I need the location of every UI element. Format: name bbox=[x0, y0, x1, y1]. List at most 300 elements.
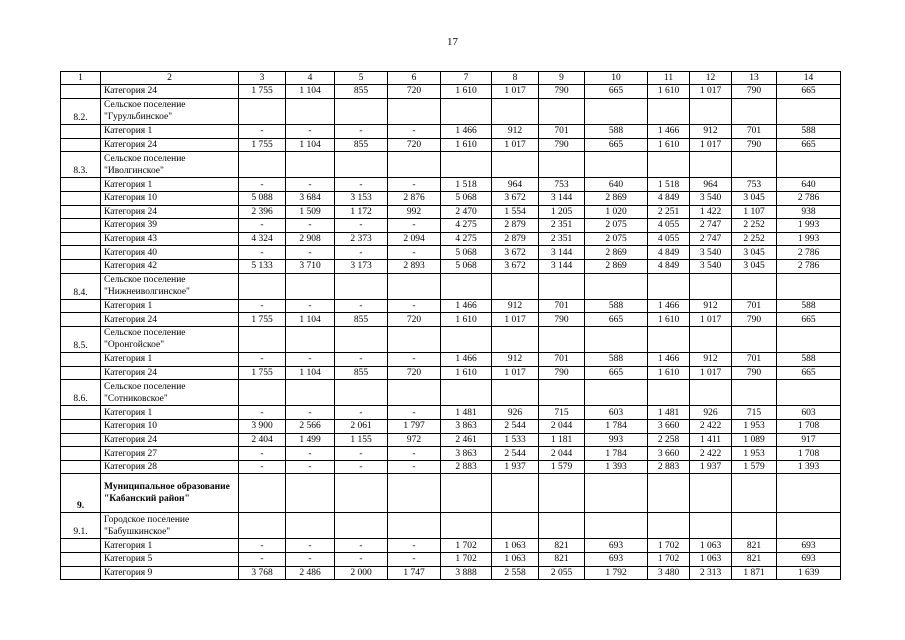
value-cell: 855 bbox=[335, 138, 388, 152]
table-row bbox=[61, 433, 841, 447]
value-cell: 3 144 bbox=[539, 246, 585, 260]
value-cell: 588 bbox=[777, 353, 841, 367]
row-name: Категория 5 bbox=[101, 552, 239, 566]
header-cell: 2 bbox=[101, 72, 239, 85]
value-cell bbox=[335, 98, 388, 124]
value-cell: - bbox=[286, 552, 335, 566]
value-cell bbox=[388, 474, 441, 513]
table-row bbox=[61, 313, 841, 327]
value-cell: 1 104 bbox=[286, 313, 335, 327]
value-cell: 790 bbox=[539, 85, 585, 99]
value-cell: 1 499 bbox=[286, 433, 335, 447]
value-cell: 1 610 bbox=[441, 85, 492, 99]
value-cell: 1 797 bbox=[388, 420, 441, 434]
value-cell: - bbox=[239, 246, 286, 260]
value-cell bbox=[239, 98, 286, 124]
value-cell: 4 055 bbox=[648, 232, 690, 246]
value-cell: 701 bbox=[732, 124, 777, 138]
row-number bbox=[61, 539, 101, 553]
row-number bbox=[61, 406, 101, 420]
table-row bbox=[61, 552, 841, 566]
value-cell: - bbox=[335, 299, 388, 313]
value-cell bbox=[690, 98, 732, 124]
value-cell: 3 540 bbox=[690, 246, 732, 260]
value-cell bbox=[286, 98, 335, 124]
value-cell bbox=[441, 380, 492, 406]
row-name: Категория 1 bbox=[101, 539, 239, 553]
value-cell bbox=[777, 98, 841, 124]
value-cell: - bbox=[388, 124, 441, 138]
value-cell: 1 466 bbox=[648, 299, 690, 313]
value-cell: 701 bbox=[732, 353, 777, 367]
value-cell: - bbox=[239, 460, 286, 474]
row-number bbox=[61, 460, 101, 474]
value-cell: 790 bbox=[732, 366, 777, 380]
value-cell bbox=[539, 326, 585, 352]
value-cell: 1 610 bbox=[648, 366, 690, 380]
value-cell: 1 422 bbox=[690, 205, 732, 219]
value-cell: 912 bbox=[492, 124, 539, 138]
value-cell: - bbox=[286, 460, 335, 474]
row-number bbox=[61, 313, 101, 327]
value-cell: 2 075 bbox=[585, 219, 648, 233]
value-cell: 603 bbox=[777, 406, 841, 420]
value-cell: 665 bbox=[585, 366, 648, 380]
value-cell: 2 470 bbox=[441, 205, 492, 219]
value-cell: 1 393 bbox=[777, 460, 841, 474]
value-cell: 1 755 bbox=[239, 313, 286, 327]
value-cell: 3 863 bbox=[441, 447, 492, 461]
value-cell: 1 155 bbox=[335, 433, 388, 447]
table-row bbox=[61, 246, 841, 260]
value-cell: 2 786 bbox=[777, 246, 841, 260]
value-cell: 2 869 bbox=[585, 246, 648, 260]
value-cell: 720 bbox=[388, 85, 441, 99]
value-cell: 1 017 bbox=[492, 138, 539, 152]
value-cell: 1 466 bbox=[441, 299, 492, 313]
value-cell: 2 422 bbox=[690, 420, 732, 434]
value-cell: 3 863 bbox=[441, 420, 492, 434]
value-cell: - bbox=[286, 299, 335, 313]
value-cell: 3 672 bbox=[492, 246, 539, 260]
row-name: Категория 1 bbox=[101, 353, 239, 367]
value-cell: 2 747 bbox=[690, 232, 732, 246]
header-cell: 5 bbox=[335, 72, 388, 85]
value-cell: 4 849 bbox=[648, 191, 690, 205]
value-cell: 2 396 bbox=[239, 205, 286, 219]
value-cell: 3 684 bbox=[286, 191, 335, 205]
value-cell bbox=[690, 152, 732, 178]
value-cell: 1 104 bbox=[286, 366, 335, 380]
value-cell: - bbox=[388, 178, 441, 192]
value-cell: 855 bbox=[335, 85, 388, 99]
value-cell: 964 bbox=[492, 178, 539, 192]
value-cell: 1 466 bbox=[441, 124, 492, 138]
value-cell: 1 755 bbox=[239, 366, 286, 380]
value-cell: 1 466 bbox=[441, 353, 492, 367]
value-cell: 2 061 bbox=[335, 420, 388, 434]
value-cell: - bbox=[335, 447, 388, 461]
value-cell: 2 558 bbox=[492, 566, 539, 580]
value-cell: 3 710 bbox=[286, 259, 335, 273]
value-cell: 1 017 bbox=[690, 313, 732, 327]
value-cell bbox=[539, 152, 585, 178]
value-cell: 1 063 bbox=[690, 552, 732, 566]
value-cell: 588 bbox=[777, 124, 841, 138]
value-cell: 1 702 bbox=[648, 539, 690, 553]
value-cell bbox=[648, 273, 690, 299]
value-cell bbox=[777, 273, 841, 299]
value-cell: 1 393 bbox=[585, 460, 648, 474]
value-cell bbox=[492, 326, 539, 352]
row-number bbox=[61, 299, 101, 313]
value-cell: - bbox=[286, 178, 335, 192]
value-cell bbox=[441, 326, 492, 352]
value-cell: 3 672 bbox=[492, 259, 539, 273]
value-cell bbox=[239, 513, 286, 539]
value-cell: 2 908 bbox=[286, 232, 335, 246]
value-cell: 1 784 bbox=[585, 420, 648, 434]
value-cell bbox=[539, 380, 585, 406]
value-cell: 1 481 bbox=[648, 406, 690, 420]
value-cell: 1 937 bbox=[690, 460, 732, 474]
value-cell bbox=[388, 98, 441, 124]
value-cell: 1 063 bbox=[690, 539, 732, 553]
row-name: Категория 1 bbox=[101, 406, 239, 420]
row-name: Сельское поселение "Сотниковское" bbox=[101, 380, 239, 406]
value-cell: 4 055 bbox=[648, 219, 690, 233]
value-cell bbox=[732, 152, 777, 178]
row-number: 8.4. bbox=[61, 273, 101, 299]
value-cell: 1 579 bbox=[539, 460, 585, 474]
value-cell bbox=[648, 380, 690, 406]
row-name: Категория 9 bbox=[101, 566, 239, 580]
value-cell bbox=[690, 380, 732, 406]
value-cell: 2 566 bbox=[286, 420, 335, 434]
value-cell: - bbox=[286, 447, 335, 461]
value-cell bbox=[690, 273, 732, 299]
section-row bbox=[61, 380, 841, 406]
value-cell: 912 bbox=[690, 299, 732, 313]
value-cell: 701 bbox=[539, 353, 585, 367]
value-cell: - bbox=[335, 246, 388, 260]
value-cell: 4 849 bbox=[648, 259, 690, 273]
row-number bbox=[61, 353, 101, 367]
row-number bbox=[61, 420, 101, 434]
value-cell: 588 bbox=[777, 299, 841, 313]
value-cell: 964 bbox=[690, 178, 732, 192]
value-cell bbox=[239, 474, 286, 513]
value-cell: 1 554 bbox=[492, 205, 539, 219]
row-name: Сельское поселение "Оронгойское" bbox=[101, 326, 239, 352]
value-cell: 665 bbox=[585, 138, 648, 152]
table-body bbox=[61, 72, 841, 580]
value-cell: 790 bbox=[732, 313, 777, 327]
value-cell: 4 275 bbox=[441, 219, 492, 233]
header-cell: 13 bbox=[732, 72, 777, 85]
value-cell bbox=[335, 152, 388, 178]
value-cell: 912 bbox=[690, 124, 732, 138]
section-row bbox=[61, 513, 841, 539]
table-row bbox=[61, 539, 841, 553]
value-cell: 640 bbox=[777, 178, 841, 192]
value-cell: 701 bbox=[539, 299, 585, 313]
value-cell bbox=[335, 513, 388, 539]
header-cell: 4 bbox=[286, 72, 335, 85]
value-cell: - bbox=[388, 552, 441, 566]
value-cell: 790 bbox=[732, 85, 777, 99]
value-cell: - bbox=[388, 460, 441, 474]
row-name: Категория 1 bbox=[101, 299, 239, 313]
value-cell: 753 bbox=[732, 178, 777, 192]
value-cell: 2 869 bbox=[585, 191, 648, 205]
row-number: 8.6. bbox=[61, 380, 101, 406]
value-cell: 3 144 bbox=[539, 259, 585, 273]
value-cell: 917 bbox=[777, 433, 841, 447]
value-cell: 2 404 bbox=[239, 433, 286, 447]
table-row bbox=[61, 566, 841, 580]
value-cell: - bbox=[335, 406, 388, 420]
value-cell bbox=[335, 326, 388, 352]
value-cell: 665 bbox=[777, 138, 841, 152]
row-name: Сельское поселение "Иволгинское" bbox=[101, 152, 239, 178]
value-cell: 2 258 bbox=[648, 433, 690, 447]
value-cell: 972 bbox=[388, 433, 441, 447]
table-row bbox=[61, 299, 841, 313]
value-cell: 3 768 bbox=[239, 566, 286, 580]
value-cell: 693 bbox=[585, 552, 648, 566]
row-number bbox=[61, 246, 101, 260]
value-cell: 855 bbox=[335, 313, 388, 327]
table-row bbox=[61, 178, 841, 192]
value-cell bbox=[732, 474, 777, 513]
value-cell bbox=[441, 152, 492, 178]
value-cell: - bbox=[335, 353, 388, 367]
value-cell: 3 045 bbox=[732, 191, 777, 205]
value-cell: 1 579 bbox=[732, 460, 777, 474]
value-cell: 3 144 bbox=[539, 191, 585, 205]
value-cell: 1 610 bbox=[648, 313, 690, 327]
value-cell: 1 792 bbox=[585, 566, 648, 580]
value-cell: 2 000 bbox=[335, 566, 388, 580]
row-number: 8.2. bbox=[61, 98, 101, 124]
value-cell: 1 708 bbox=[777, 420, 841, 434]
header-cell: 9 bbox=[539, 72, 585, 85]
value-cell: - bbox=[239, 219, 286, 233]
value-cell: - bbox=[286, 406, 335, 420]
row-number bbox=[61, 191, 101, 205]
value-cell bbox=[492, 152, 539, 178]
value-cell: - bbox=[239, 552, 286, 566]
value-cell: 1 181 bbox=[539, 433, 585, 447]
value-cell: 2 252 bbox=[732, 232, 777, 246]
value-cell: 5 068 bbox=[441, 246, 492, 260]
value-cell bbox=[539, 98, 585, 124]
value-cell bbox=[441, 98, 492, 124]
value-cell bbox=[648, 513, 690, 539]
row-name: Категория 24 bbox=[101, 138, 239, 152]
value-cell: - bbox=[388, 219, 441, 233]
section-row bbox=[61, 273, 841, 299]
value-cell: 3 660 bbox=[648, 420, 690, 434]
row-name: Городское поселение "Бабушкинское" bbox=[101, 513, 239, 539]
value-cell: 1 639 bbox=[777, 566, 841, 580]
value-cell: 3 672 bbox=[492, 191, 539, 205]
value-cell: 2 486 bbox=[286, 566, 335, 580]
value-cell bbox=[690, 326, 732, 352]
section-row bbox=[61, 474, 841, 513]
value-cell: - bbox=[239, 406, 286, 420]
value-cell: 912 bbox=[690, 353, 732, 367]
value-cell: 1 104 bbox=[286, 138, 335, 152]
value-cell bbox=[732, 273, 777, 299]
value-cell: 665 bbox=[777, 313, 841, 327]
value-cell: 992 bbox=[388, 205, 441, 219]
value-cell bbox=[690, 513, 732, 539]
value-cell: 1 017 bbox=[690, 366, 732, 380]
row-number: 9.1. bbox=[61, 513, 101, 539]
value-cell bbox=[388, 380, 441, 406]
value-cell bbox=[777, 474, 841, 513]
value-cell: - bbox=[335, 219, 388, 233]
row-number: 9. bbox=[61, 474, 101, 513]
value-cell: 1 017 bbox=[690, 138, 732, 152]
row-name: Сельское поселение "Нижнеиволгинское" bbox=[101, 273, 239, 299]
value-cell: 1 466 bbox=[648, 124, 690, 138]
value-cell: 1 533 bbox=[492, 433, 539, 447]
table-row bbox=[61, 259, 841, 273]
row-number bbox=[61, 124, 101, 138]
value-cell: 3 045 bbox=[732, 246, 777, 260]
value-cell: 1 708 bbox=[777, 447, 841, 461]
value-cell: - bbox=[335, 178, 388, 192]
value-cell: - bbox=[239, 447, 286, 461]
header-cell: 3 bbox=[239, 72, 286, 85]
value-cell: 3 480 bbox=[648, 566, 690, 580]
value-cell bbox=[492, 98, 539, 124]
value-cell: 993 bbox=[585, 433, 648, 447]
value-cell bbox=[732, 380, 777, 406]
value-cell: 2 786 bbox=[777, 191, 841, 205]
value-cell: 790 bbox=[732, 138, 777, 152]
value-cell: 1 172 bbox=[335, 205, 388, 219]
value-cell: 1 702 bbox=[441, 539, 492, 553]
value-cell: 3 888 bbox=[441, 566, 492, 580]
header-cell: 11 bbox=[648, 72, 690, 85]
value-cell bbox=[732, 513, 777, 539]
value-cell: 1 784 bbox=[585, 447, 648, 461]
value-cell: 588 bbox=[585, 353, 648, 367]
value-cell: 2 373 bbox=[335, 232, 388, 246]
value-cell: 2 252 bbox=[732, 219, 777, 233]
value-cell bbox=[239, 326, 286, 352]
value-cell: - bbox=[239, 539, 286, 553]
value-cell: 1 466 bbox=[648, 353, 690, 367]
row-number bbox=[61, 138, 101, 152]
value-cell: - bbox=[286, 124, 335, 138]
row-number bbox=[61, 433, 101, 447]
row-number bbox=[61, 205, 101, 219]
row-name: Категория 42 bbox=[101, 259, 239, 273]
value-cell: - bbox=[335, 460, 388, 474]
value-cell: 821 bbox=[539, 539, 585, 553]
value-cell: - bbox=[286, 539, 335, 553]
value-cell: 1 518 bbox=[441, 178, 492, 192]
value-cell bbox=[335, 380, 388, 406]
value-cell bbox=[648, 152, 690, 178]
value-cell: 1 020 bbox=[585, 205, 648, 219]
table-row bbox=[61, 191, 841, 205]
value-cell: 588 bbox=[585, 299, 648, 313]
value-cell bbox=[388, 273, 441, 299]
value-cell: 2 313 bbox=[690, 566, 732, 580]
value-cell: 3 045 bbox=[732, 259, 777, 273]
value-cell: 4 275 bbox=[441, 232, 492, 246]
value-cell: 1 104 bbox=[286, 85, 335, 99]
value-cell: 3 153 bbox=[335, 191, 388, 205]
table-row bbox=[61, 460, 841, 474]
value-cell: 4 849 bbox=[648, 246, 690, 260]
value-cell: 926 bbox=[690, 406, 732, 420]
value-cell bbox=[492, 474, 539, 513]
value-cell: 2 422 bbox=[690, 447, 732, 461]
value-cell bbox=[777, 326, 841, 352]
value-cell: - bbox=[239, 353, 286, 367]
value-cell: 640 bbox=[585, 178, 648, 192]
value-cell: 1 017 bbox=[492, 313, 539, 327]
value-cell: 3 900 bbox=[239, 420, 286, 434]
value-cell: 855 bbox=[335, 366, 388, 380]
header-cell: 10 bbox=[585, 72, 648, 85]
value-cell: 821 bbox=[732, 539, 777, 553]
row-number: 8.3. bbox=[61, 152, 101, 178]
value-cell: 665 bbox=[585, 313, 648, 327]
value-cell: 1 747 bbox=[388, 566, 441, 580]
value-cell: 701 bbox=[539, 124, 585, 138]
value-cell bbox=[286, 326, 335, 352]
value-cell: 1 089 bbox=[732, 433, 777, 447]
row-number: 8.5. bbox=[61, 326, 101, 352]
value-cell: 790 bbox=[539, 366, 585, 380]
value-cell bbox=[585, 152, 648, 178]
value-cell bbox=[585, 273, 648, 299]
value-cell: 693 bbox=[777, 552, 841, 566]
value-cell: 3 540 bbox=[690, 191, 732, 205]
row-number bbox=[61, 178, 101, 192]
row-name: Категория 28 bbox=[101, 460, 239, 474]
row-name: Муниципальное образование "Кабанский район" bbox=[101, 474, 239, 513]
value-cell: 1 953 bbox=[732, 420, 777, 434]
row-name: Категория 24 bbox=[101, 366, 239, 380]
table-row bbox=[61, 406, 841, 420]
value-cell bbox=[441, 273, 492, 299]
value-cell: 701 bbox=[732, 299, 777, 313]
value-cell: 2 461 bbox=[441, 433, 492, 447]
value-cell: - bbox=[388, 246, 441, 260]
value-cell: 715 bbox=[732, 406, 777, 420]
value-cell: 790 bbox=[539, 138, 585, 152]
row-number bbox=[61, 566, 101, 580]
value-cell: 2 883 bbox=[648, 460, 690, 474]
value-cell: 1 063 bbox=[492, 539, 539, 553]
row-number bbox=[61, 259, 101, 273]
value-cell: 821 bbox=[539, 552, 585, 566]
value-cell bbox=[492, 380, 539, 406]
section-row bbox=[61, 326, 841, 352]
value-cell bbox=[585, 474, 648, 513]
value-cell: - bbox=[286, 219, 335, 233]
value-cell: 1 755 bbox=[239, 138, 286, 152]
